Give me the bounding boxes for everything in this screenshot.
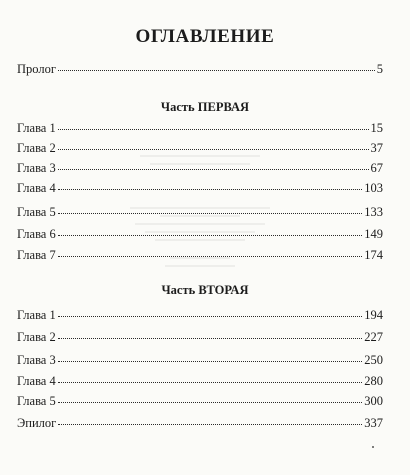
entry-label: Глава 5 <box>17 205 56 219</box>
leader-dots <box>58 255 363 257</box>
leader-dots <box>58 337 363 339</box>
entry-label: Эпилог <box>17 416 57 430</box>
entry-page-number: 250 <box>364 353 383 367</box>
entry-label: Глава 7 <box>17 248 56 262</box>
leader-dots <box>58 69 375 71</box>
leader-dots <box>58 401 363 403</box>
entry-label: Глава 1 <box>17 121 56 135</box>
entry-label: Глава 4 <box>17 181 56 195</box>
entry-page-number: 149 <box>364 227 383 241</box>
entry-page-number: 174 <box>364 248 383 262</box>
entry-label: Глава 3 <box>17 353 56 367</box>
toc-entry-part2-chapter-1 <box>17 307 383 323</box>
entry-label: Глава 2 <box>17 330 56 344</box>
entry-page-number: 280 <box>364 374 383 388</box>
toc-entry-part1-chapter-6 <box>17 226 383 242</box>
entry-page-number: 133 <box>364 205 383 219</box>
toc-entry-part1-chapter-2 <box>17 140 383 156</box>
toc-entry-part2-chapter-2 <box>17 329 383 345</box>
leader-dots <box>58 188 363 190</box>
leader-dots <box>58 423 362 425</box>
leader-dots <box>58 381 363 383</box>
toc-entry-part1-chapter-1 <box>17 120 383 136</box>
toc-entry-epilogue <box>17 415 383 431</box>
leader-dots <box>58 148 369 150</box>
entry-label: Глава 2 <box>17 141 56 155</box>
leader-dots <box>58 234 363 236</box>
entry-label: Глава 5 <box>17 394 56 408</box>
entry-page-number: 300 <box>364 394 383 408</box>
entry-page-number: 5 <box>376 62 383 76</box>
leader-dots <box>58 360 363 362</box>
toc-entry-prologue <box>17 61 383 77</box>
leader-dots <box>58 168 369 170</box>
leader-dots <box>58 212 363 214</box>
entry-page-number: 227 <box>364 330 383 344</box>
entry-page-number: 194 <box>364 308 383 322</box>
paper-speck <box>372 446 374 448</box>
toc-entry-part1-chapter-3 <box>17 160 383 176</box>
entry-page-number: 103 <box>364 181 383 195</box>
toc-entry-part1-chapter-7 <box>17 247 383 263</box>
toc-title: ОГЛАВЛЕНИЕ <box>135 26 275 47</box>
entry-page-number: 67 <box>370 161 383 175</box>
entry-label: Глава 1 <box>17 308 56 322</box>
entry-page-number: 337 <box>364 416 383 430</box>
entry-label: Глава 6 <box>17 227 56 241</box>
toc-entry-part2-chapter-4 <box>17 373 383 389</box>
leader-dots <box>58 128 369 130</box>
entry-label: Глава 4 <box>17 374 56 388</box>
toc-entry-part2-chapter-3 <box>17 352 383 368</box>
entry-label: Пролог <box>17 62 56 76</box>
entry-page-number: 37 <box>370 141 383 155</box>
entry-page-number: 15 <box>370 121 383 135</box>
leader-dots <box>58 315 363 317</box>
entry-label: Глава 3 <box>17 161 56 175</box>
toc-entry-part2-chapter-5 <box>17 393 383 409</box>
toc-entry-part1-chapter-5 <box>17 204 383 220</box>
toc-entry-part1-chapter-4 <box>17 180 383 196</box>
part-one-heading: Часть ПЕРВАЯ <box>160 100 250 114</box>
part-two-heading: Часть ВТОРАЯ <box>161 283 249 297</box>
